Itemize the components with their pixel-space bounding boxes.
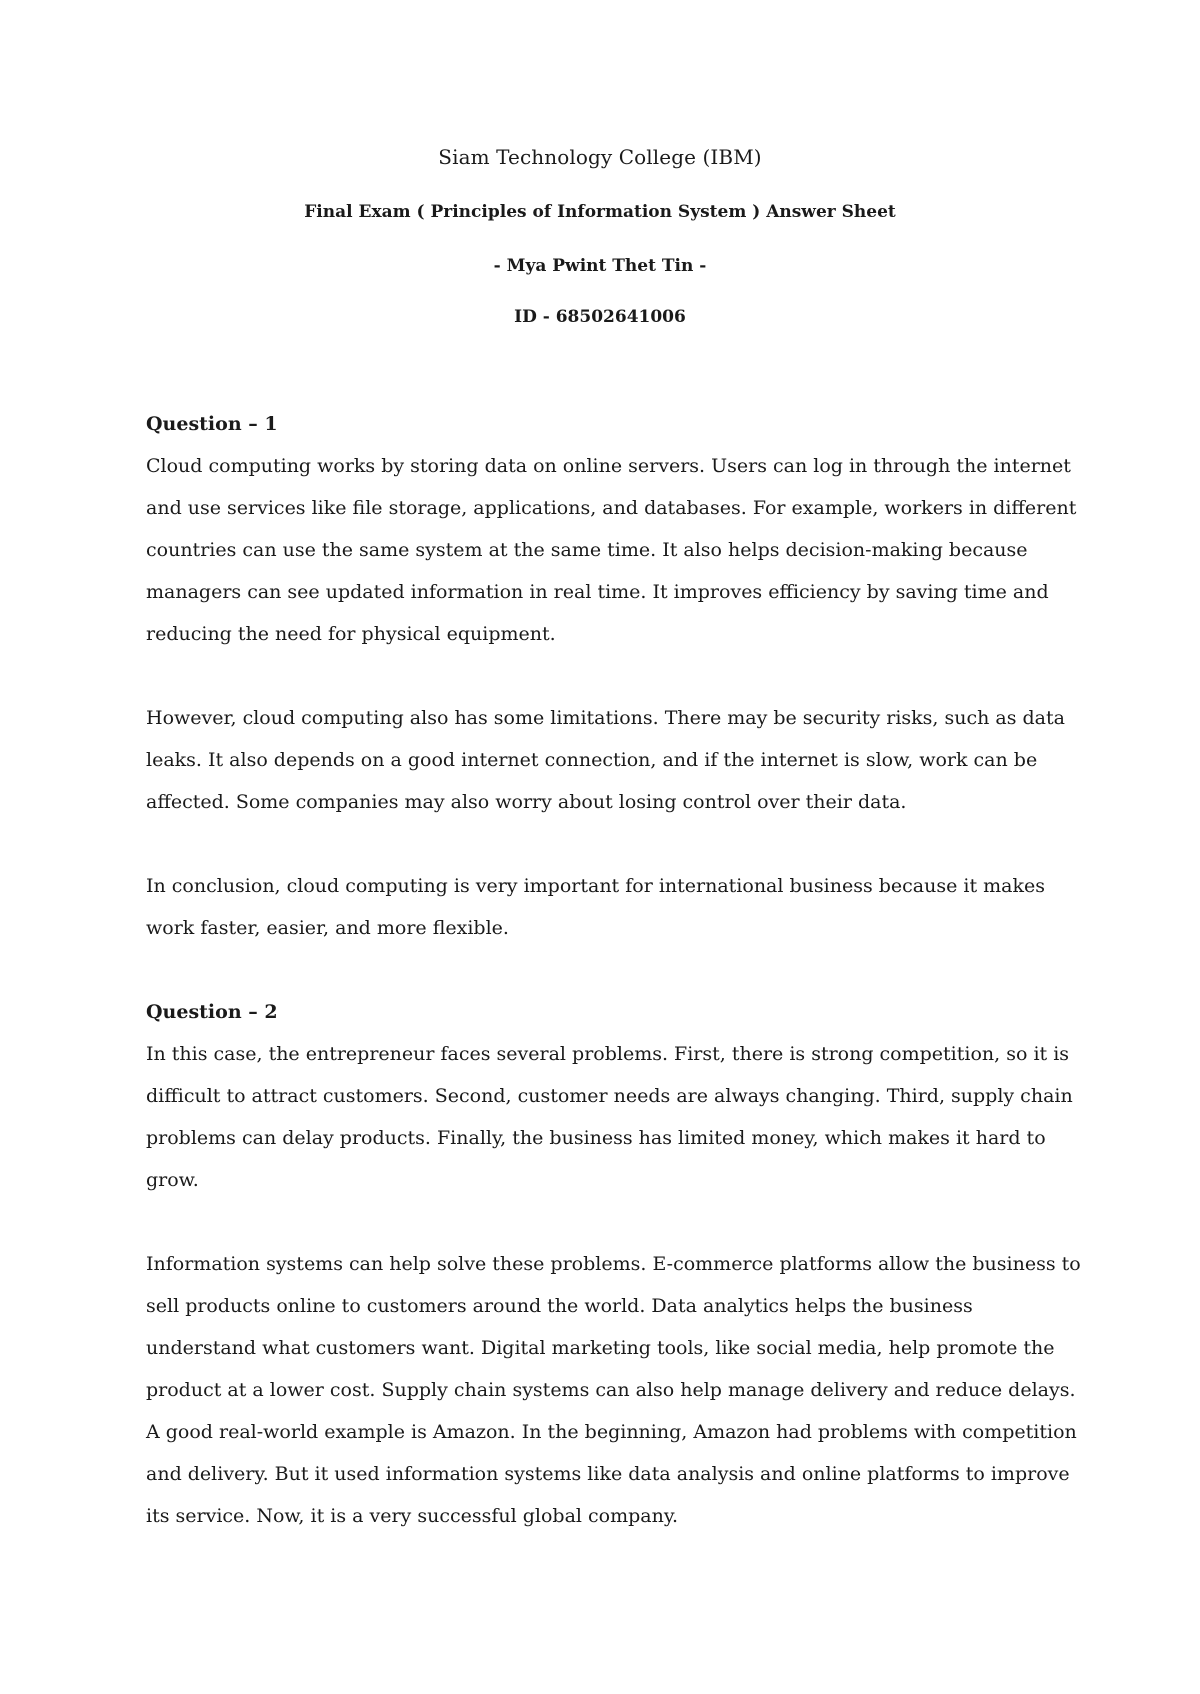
question-1-section — [146, 403, 1081, 655]
question-2-paragraph-2-block — [146, 1243, 1081, 1537]
student-id: ID - 68502641006 — [514, 307, 686, 327]
question-1-paragraph-1: Cloud computing works by storing data on online servers. Users can log in through the internet and use services like file storage, applications, and databases. For example, workers in different countries can use the same system at the same time. It also helps decision-making because managers can see updated information in real time. It improves efficiency by saving time and reducing the need for physical equipment. — [146, 455, 1077, 645]
college-name: Siam Technology College (IBM) — [438, 145, 762, 169]
question-1-paragraph-3-block — [146, 865, 1081, 949]
question-2-paragraph-1: In this case, the entrepreneur faces several problems. First, there is strong competition, so it is difficult to attract customers. Second, customer needs are always changing. Third, supply chain problems can delay products. Finally, the business has limited money, which makes it hard to grow. — [146, 1043, 1073, 1191]
exam-title: Final Exam ( Principles of Information System ) Answer Sheet — [304, 202, 896, 222]
student-name: - Mya Pwint Thet Tin - — [493, 256, 707, 276]
question-1-paragraph-2-block — [146, 697, 1081, 823]
question-2-title: Question – 2 — [146, 1001, 278, 1023]
question-2-paragraph-2: Information systems can help solve these problems. E-commerce platforms allow the business to sell products online to customers around the world. Data analytics helps the business understand what customers want. Digital marketing tools, like social media, help promote the product at a lower cost. Supply chain systems can also help manage delivery and reduce delays. A good real-world example is Amazon. In the beginning, Amazon had problems with competition and delivery. But it used information systems like data analysis and online platforms to improve its service. Now, it is a very successful global company. — [146, 1253, 1081, 1527]
question-2-section — [146, 991, 1081, 1201]
question-1-paragraph-3: In conclusion, cloud computing is very important for international business because it makes work faster, easier, and more flexible. — [146, 875, 1045, 939]
question-1-title: Question – 1 — [146, 413, 278, 435]
question-1-paragraph-2: However, cloud computing also has some limitations. There may be security risks, such as data leaks. It also depends on a good internet connection, and if the internet is slow, work can be affected. Some companies may also worry about losing control over their data. — [146, 707, 1065, 813]
